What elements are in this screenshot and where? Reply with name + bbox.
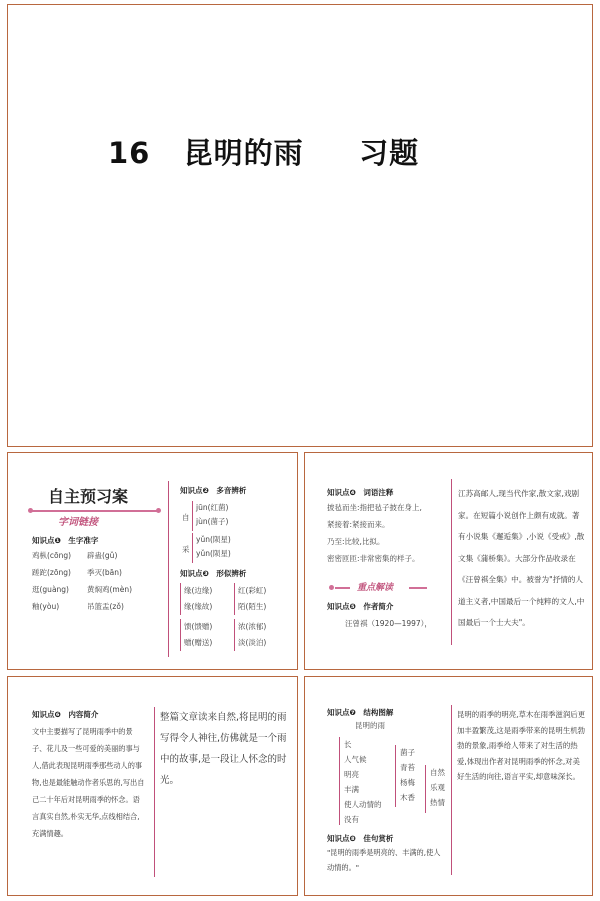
structure-node: 明亮 (344, 770, 359, 779)
title-slide (7, 4, 593, 447)
slide-preview-words (7, 452, 298, 670)
similar-group-2 (234, 583, 266, 615)
word: 吊篮盂(zǒ) (87, 602, 124, 611)
banner-line-right (409, 587, 427, 589)
similar-group-1 (180, 583, 236, 615)
banner-dot-left (28, 508, 33, 513)
note-line: 紧接着:紧接而来。 (327, 520, 390, 529)
column-divider (451, 479, 452, 645)
knowledge-point-7: 知识点❼ 结构图解 (327, 708, 394, 717)
author-bio: 江苏高邮人,现当代作家,散文家,戏剧家。在短篇小说创作上颇有成就。著有小说集《邂逅集》,小说《受戒》,散文集《蒲桥集》。大部分作品收录在《汪曾祺全集》中。被誉为"抒情的人道主义者,中国最后一个纯粹的文人,中国最后一个士大夫"。 (458, 489, 585, 627)
column-divider (168, 481, 169, 657)
knowledge-point-8: 知识点❽ 佳句赏析 (327, 834, 394, 843)
word-notes (327, 499, 422, 567)
structure-node: 热情 (430, 798, 445, 807)
poly-reading: jùn(菌子) (196, 517, 229, 526)
similar-word: 馈(馈赠) (184, 622, 213, 631)
similar-word: 缘(边缘) (184, 586, 213, 595)
poly-group-1 (192, 501, 228, 531)
quote-analysis: 昆明的雨季的明亮,草木在雨季滋润后更加丰盈繁茂,这是雨季带来的昆明生机勃勃的景象,雨季给人带来了对生活的热爱,体现出作者对昆明雨季的怀念,对美好生活的向往,语言平实,却意味深长。 (457, 710, 585, 781)
knowledge-point-4: 知识点❹ 词语注释 (327, 488, 394, 497)
structure-right-branch (425, 765, 445, 813)
similar-word: 浓(浓郁) (238, 622, 267, 631)
words-list (32, 547, 132, 615)
structure-node: 菌子 (400, 748, 415, 757)
structure-middle-branch (395, 745, 415, 807)
poly-reading: jūn(红菌) (196, 503, 229, 512)
knowledge-point-1: 知识点❶ 生字准字 (32, 536, 99, 545)
author-dates: 汪曾祺（1920—1997）， (345, 619, 432, 628)
poly-reading: yǔn(陨星) (196, 549, 231, 558)
structure-node: 自然 (430, 768, 445, 777)
similar-word: 赠(赠送) (184, 638, 213, 647)
word: 逛(guàng) (32, 585, 69, 594)
note-line: 密密匝匝:非常密集的样子。 (327, 554, 420, 563)
sub-banner: 字词链接 (58, 517, 98, 528)
structure-node: 杨梅 (400, 778, 415, 787)
featured-quote: "昆明的雨季是明亮的、丰满的,使人动情的。" (327, 848, 441, 872)
similar-group-3 (180, 619, 212, 651)
structure-node: 木香 (400, 793, 415, 802)
content-summary-right: 整篇文章读来自然,将昆明的雨写得令人神往,仿佛就是一个雨中的故事,是一段让人怀念的时光。 (160, 712, 287, 786)
word: 季灭(bān) (87, 568, 122, 577)
knowledge-point-2: 知识点❷ 多音辨析 (180, 486, 247, 495)
structure-node: 使人动情的 (344, 800, 382, 809)
word: 辟蛊(gǔ) (87, 551, 118, 560)
word: 黄焖鸡(mèn) (87, 585, 133, 594)
banner-dot-right (156, 508, 161, 513)
knowledge-point-3: 知识点❸ 形似辨析 (180, 569, 247, 578)
key-banner: 重点解读 (357, 583, 394, 593)
slide-content-summary (7, 676, 298, 896)
poly-group-2 (192, 533, 231, 563)
column-divider (154, 707, 155, 877)
content-summary-left: 文中主要描写了昆明雨季中的景子、花儿及一些可爱的美丽的事与人,借此表现昆明雨季那些动人的事物,也是最能触动作者乐思的,写出自己二十年后对昆明雨季的怀念。语言真实自然,朴实无华,点线相结合,充满情趣。 (32, 727, 145, 838)
column-divider (451, 705, 452, 875)
page-title: 16 昆明的雨 习题 (108, 136, 420, 170)
similar-group-4 (234, 619, 266, 651)
section-banner: 自主预习案 (48, 487, 129, 506)
banner-underline (32, 510, 158, 512)
structure-left-branch (339, 737, 382, 825)
poly-reading: yǔn(陨星) (196, 535, 231, 544)
similar-word: 淡(淡泊) (238, 638, 267, 647)
similar-word: 陌(陌生) (238, 602, 267, 611)
slide-notes-author (304, 452, 593, 670)
word: 釉(yòu) (32, 602, 60, 611)
structure-node: 丰满 (344, 785, 359, 794)
word: 鸡枞(cōng) (32, 551, 72, 560)
slide-structure (304, 676, 593, 896)
banner-dot-left (329, 585, 334, 590)
knowledge-point-6: 知识点❻ 内容简介 (32, 710, 99, 719)
word: 蹉跎(zōng) (32, 568, 71, 577)
structure-node: 人气候 (344, 755, 367, 764)
similar-word: 红(彩虹) (238, 586, 267, 595)
structure-root: 昆明的雨 (355, 721, 385, 730)
note-line: 披毡而坐:指把毡子披在身上, (327, 503, 422, 512)
structure-node: 没有 (344, 815, 359, 824)
banner-line-left (335, 587, 350, 589)
knowledge-point-5: 知识点❺ 作者简介 (327, 602, 394, 611)
poly-char-2: 采 (182, 545, 190, 554)
poly-char-1: 自 (182, 513, 190, 522)
structure-node: 长 (344, 740, 352, 749)
note-line: 乃至:比较,比拟。 (327, 537, 385, 546)
structure-node: 青苔 (400, 763, 415, 772)
similar-word: 缘(缘故) (184, 602, 213, 611)
structure-node: 乐观 (430, 783, 445, 792)
